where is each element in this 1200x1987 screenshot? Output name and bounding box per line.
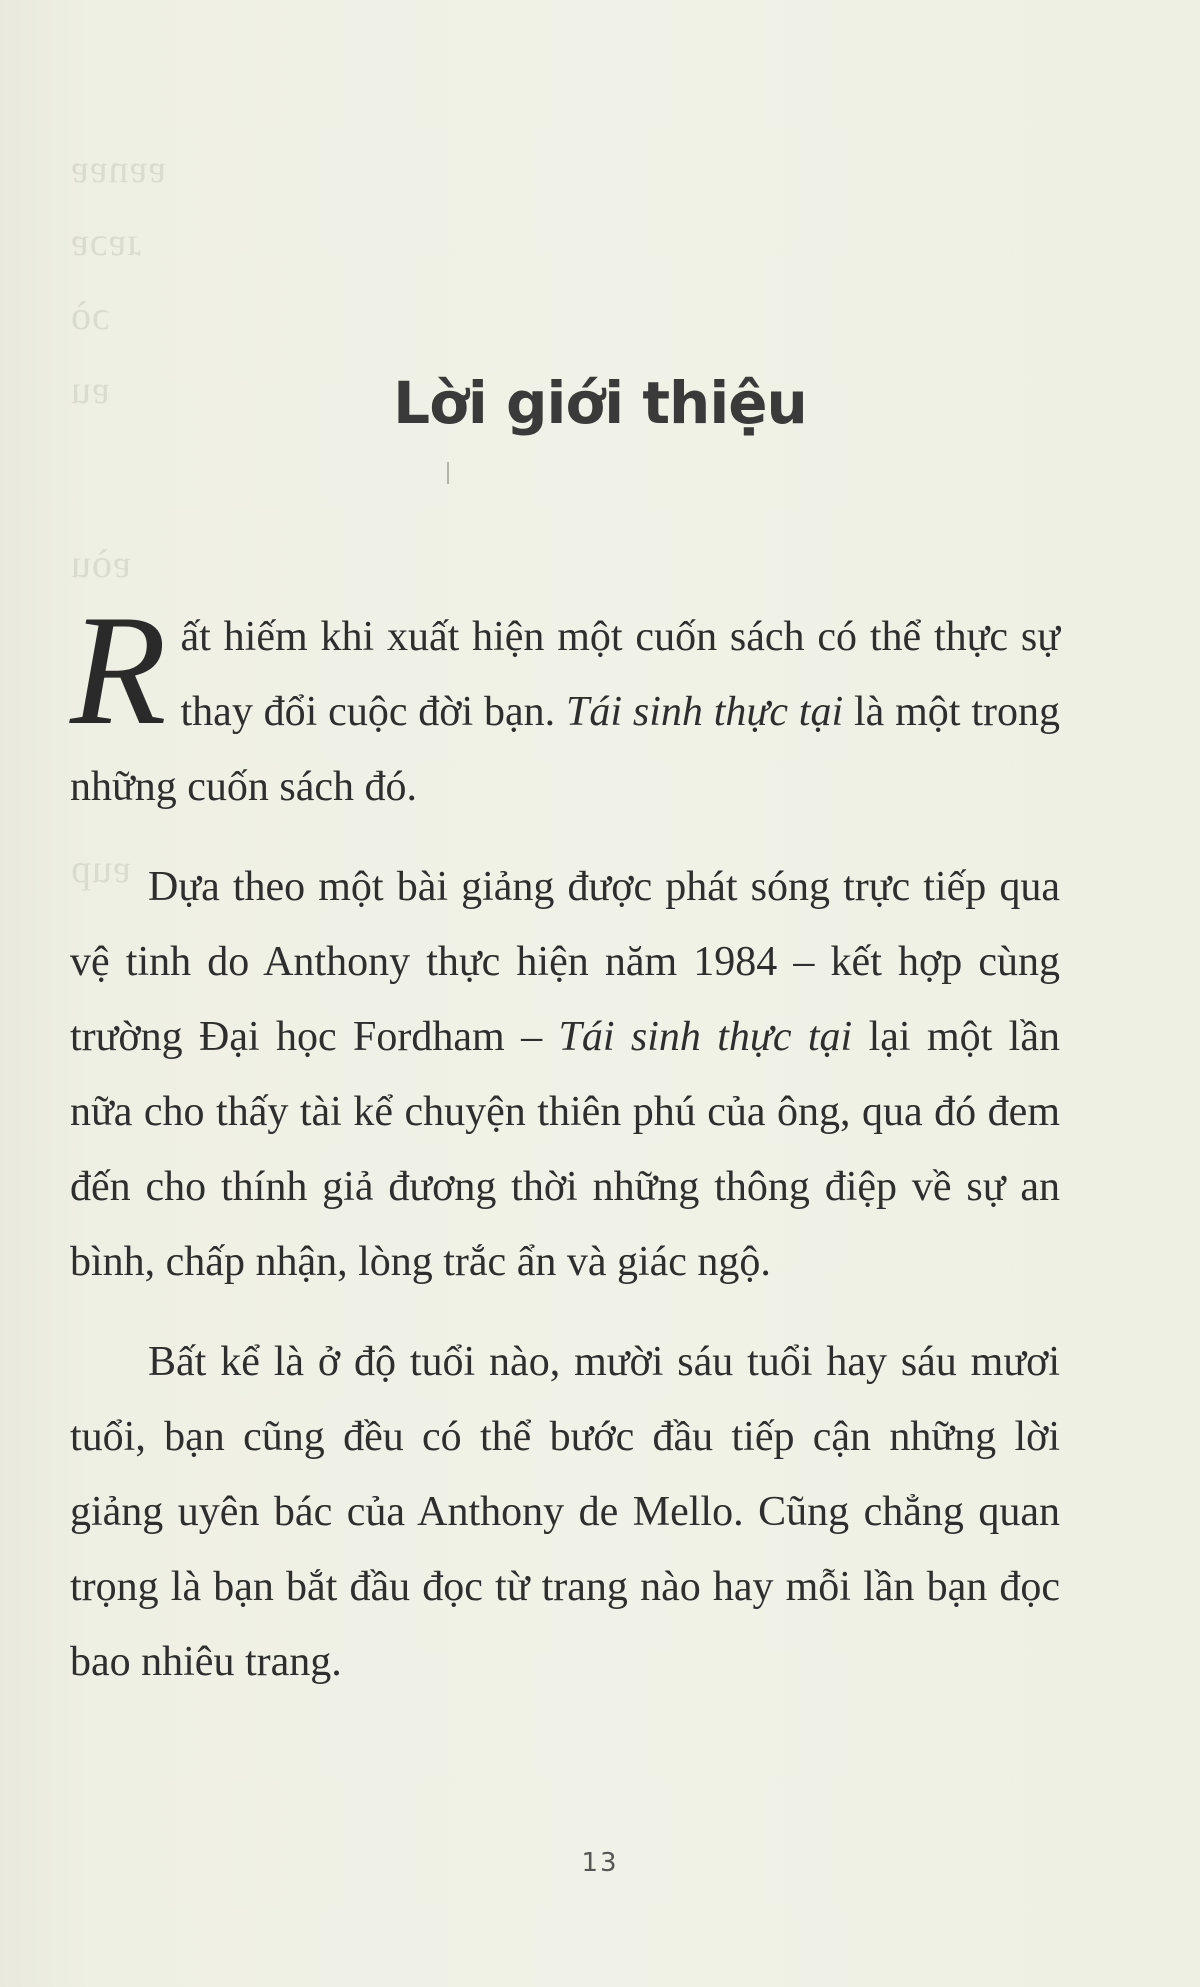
show-through-line: ɐu	[70, 367, 110, 412]
paragraph-1-text-1: ất hiếm khi xuất hiện một cuốn sách có thể thực sự thay đổi cuộc đời bạn.	[180, 614, 1060, 735]
show-through-line: ɹɐɔɐ	[70, 219, 141, 264]
drop-cap: R	[70, 583, 167, 758]
paragraph-1-text-2: là một trong những cuốn sách đó.	[70, 689, 1060, 810]
paragraph-2-text-1: Dựa theo một bài giảng được phát sóng trực tiếp qua vệ tinh do Anthony thực hiện năm 1984 – kết hợp cùng trường Đại học Fordham –	[70, 864, 1060, 1060]
body-text	[70, 583, 1060, 1725]
paragraph-1	[70, 583, 1060, 825]
show-through-line: ɐup	[70, 846, 131, 891]
show-through-line: ɔò	[70, 293, 110, 338]
page-number: 13	[581, 1848, 619, 1878]
stray-mark	[447, 462, 449, 484]
book-title-italic: Tái sinh thực tại	[566, 689, 844, 735]
show-through-line: ɐòu	[70, 541, 131, 586]
paragraph-3-text-1: Bất kể là ở độ tuổi nào, mười sáu tuổi hay sáu mươi tuổi, bạn cũng đều có thể bước đầu tiếp cận những lời giảng uyên bác của Anthony de Mello. Cũng chẳng quan trọng là bạn bắt đầu đọc từ trang nào hay mỗi lần bạn đọc bao nhiêu trang.	[70, 1339, 1060, 1685]
paragraph-2	[70, 850, 1060, 1300]
show-through-line: ɐɐnɐɐ	[70, 146, 167, 191]
paragraph-3	[70, 1325, 1060, 1700]
chapter-title: Lời giới thiệu	[393, 368, 807, 437]
paragraph-2-text-2: lại một lần nữa cho thấy tài kể chuyện thiên phú của ông, qua đó đem đến cho thính giả đương thời những thông điệp về sự an bình, chấp nhận, lòng trắc ẩn và giác ngộ.	[70, 1014, 1060, 1285]
book-title-italic: Tái sinh thực tại	[558, 1014, 853, 1060]
